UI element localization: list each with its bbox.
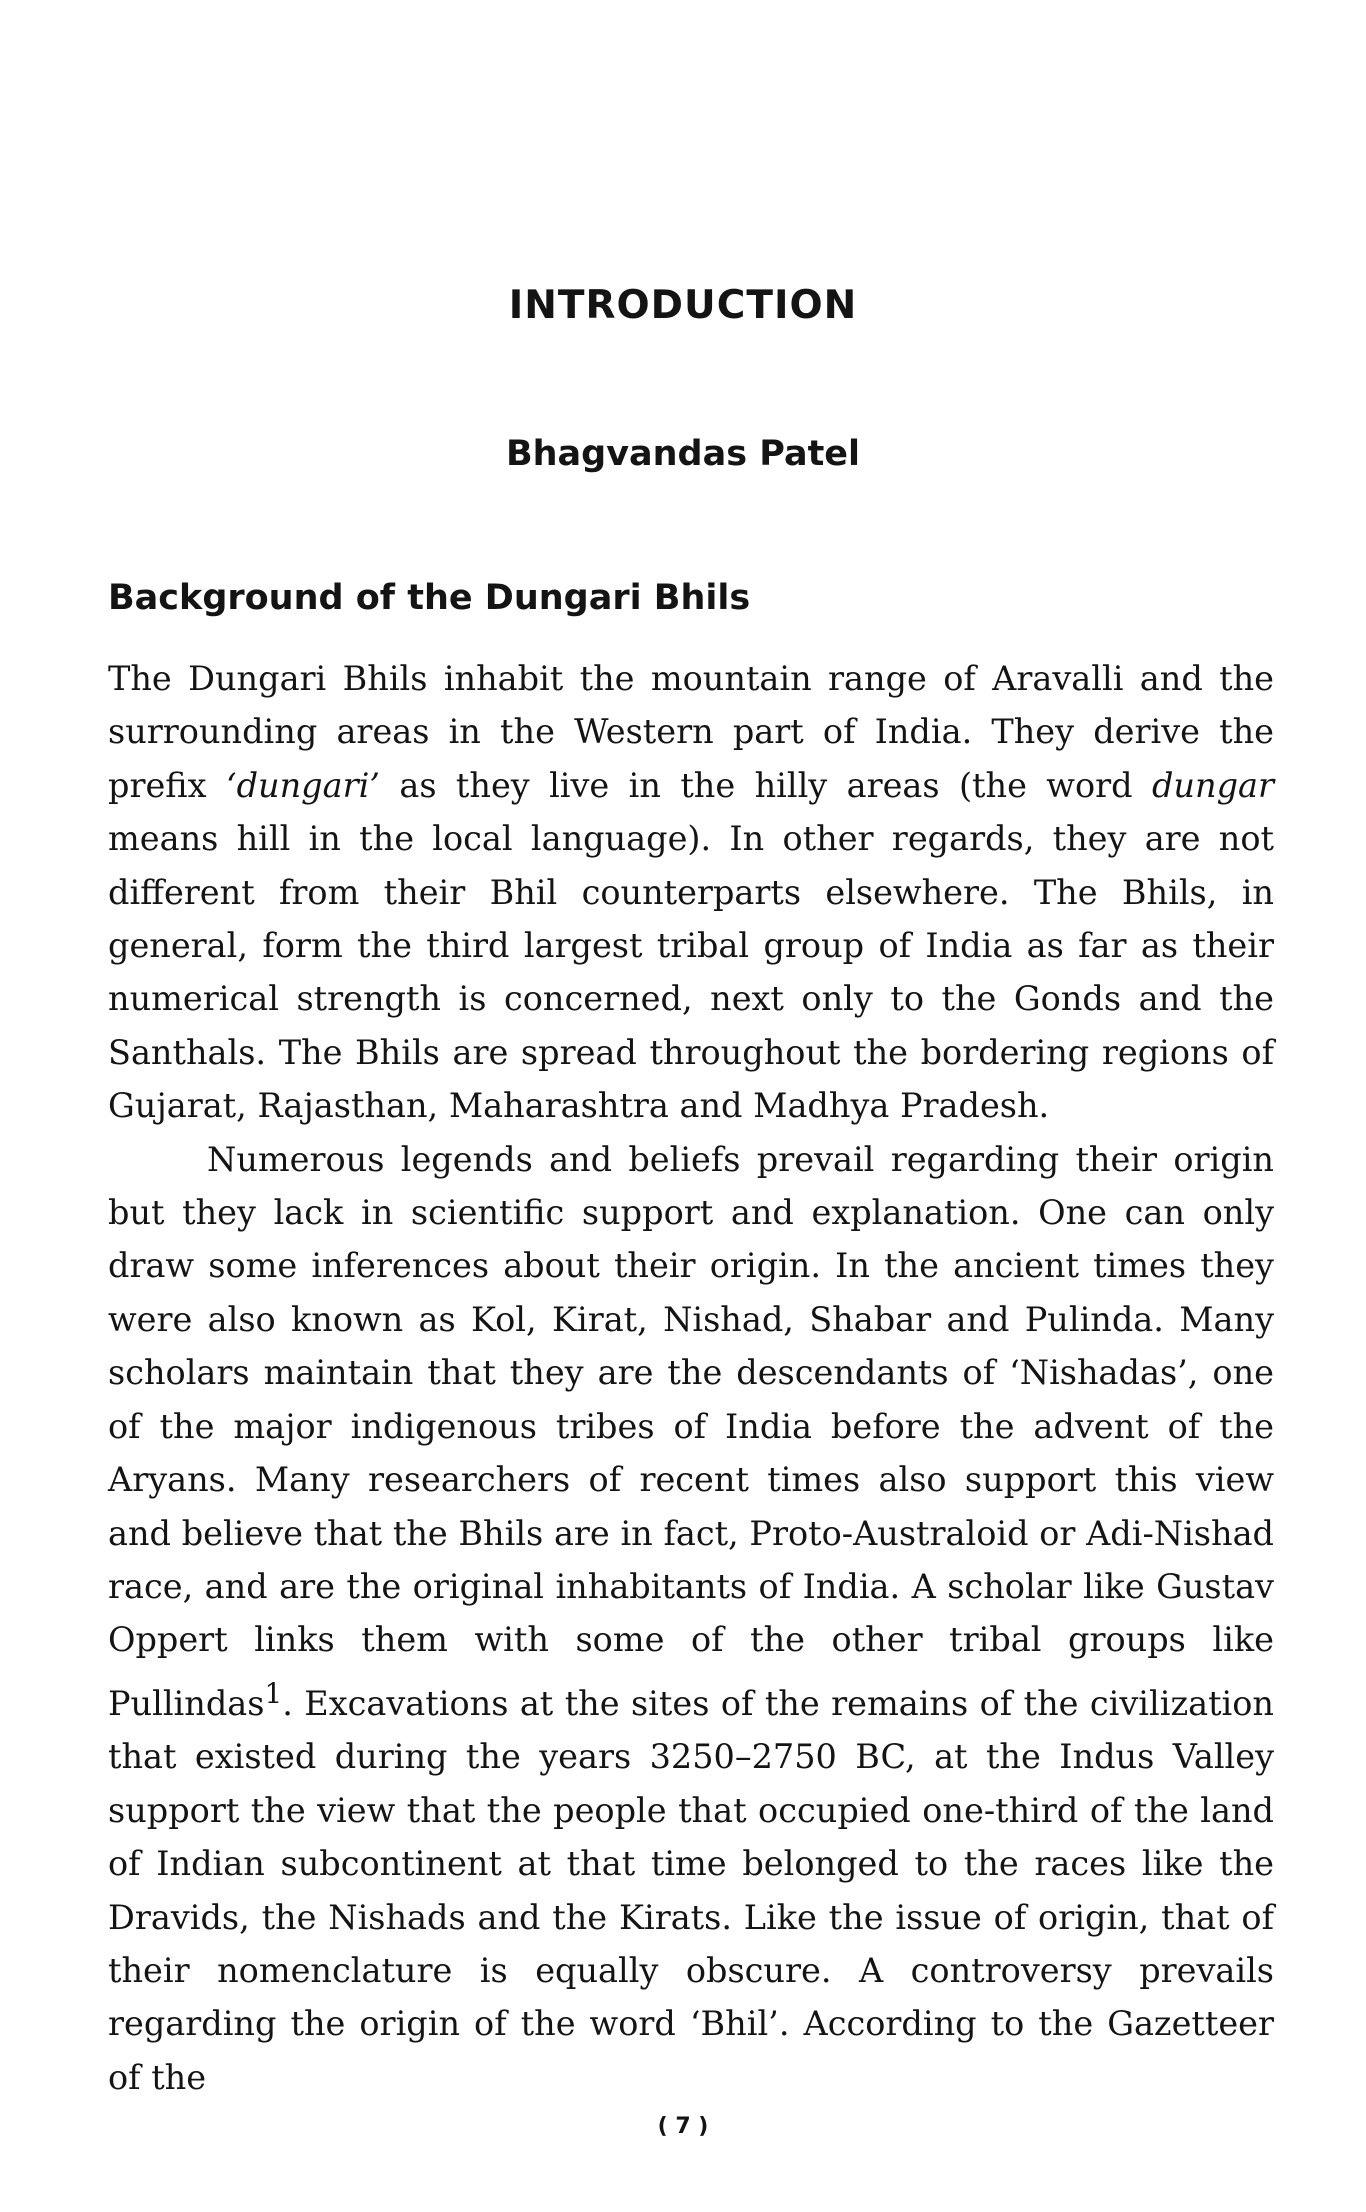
italic-term: dungar bbox=[1151, 765, 1275, 805]
page-number: ( 7 ) bbox=[657, 2114, 709, 2139]
paragraph-text: The Dungari Bhils inhabit the mountain range of Aravalli and the surrounding areas in the Western part of India. They derive the prefix bbox=[108, 659, 1274, 805]
section-heading: Background of the Dungari Bhils bbox=[108, 578, 751, 618]
paragraph-text: as they live in the hilly areas (the word bbox=[379, 765, 1152, 805]
paragraph bbox=[108, 1133, 1274, 2104]
author-name: Bhagvandas Patel bbox=[505, 434, 861, 474]
italic-term: ‘dungari’ bbox=[225, 765, 380, 805]
paragraph bbox=[108, 652, 1274, 1133]
paragraph-text: means hill in the local language). In other regards, they are not different from their Bhil counterparts elsewhere. The Bhils, in general, form the third largest tribal group of India as far as their numerical strength is concerned, next only to the Gonds and the Santhals. The Bhils are spread throughout the bordering regions of Gujarat, Rajasthan, Maharashtra and Madhya Pradesh. bbox=[108, 819, 1274, 1126]
paragraph-text: . Excavations at the sites of the remains of the civilization that existed during the years 3250–2750 BC, at the Indus Valley support the view that the people that occupied one-third of the land of Indian subcontinent at that time belonged to the races like the Dravids, the Nishads and the Kirats. Like the issue of origin, that of their nomenclature is equally obscure. A controversy prevails regarding the origin of the word ‘Bhil’. According to the Gazetteer of the bbox=[108, 1683, 1274, 2097]
body-text bbox=[108, 652, 1274, 2104]
chapter-title: INTRODUCTION bbox=[508, 283, 858, 328]
footnote-reference: 1 bbox=[264, 1676, 283, 1710]
paragraph-text: Numerous legends and beliefs prevail regarding their origin but they lack in scientific support and explanation. One can only draw some inferences about their origin. In the ancient times they were also known as Kol, Kirat, Nishad, Shabar and Pulinda. Many scholars maintain that they are the descendants of ‘Nishadas’, one of the major indigenous tribes of India before the advent of the Aryans. Many researchers of recent times also support this view and believe that the Bhils are in fact, Proto-Australoid or Adi-Nishad race, and are the original inhabitants of India. A scholar like Gustav Oppert links them with some of the other tribal groups like Pullindas bbox=[108, 1139, 1274, 1723]
